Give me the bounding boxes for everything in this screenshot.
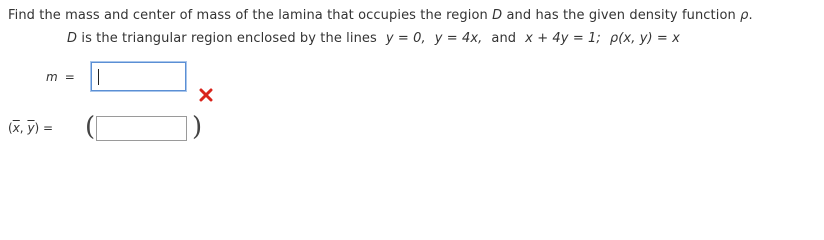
equation-2: y = 4x,	[434, 31, 483, 46]
prompt-period: .	[748, 8, 753, 23]
text-caret	[98, 69, 99, 85]
y-bar: $\overline{y}$	[27, 121, 35, 135]
question-prompt	[8, 8, 753, 23]
center-of-mass-label: ($\overline{x}$, $\overline{y}$) =	[8, 121, 54, 135]
x-bar: $\overline{x}$	[12, 121, 20, 135]
prompt-text-mid: and has the given density function	[506, 8, 736, 23]
and-word: and	[491, 31, 517, 46]
close-paren: )	[192, 112, 203, 142]
region-variable: D	[492, 8, 503, 23]
center-of-mass-input[interactable]	[96, 116, 187, 141]
density-variable: ρ	[740, 8, 749, 23]
region-variable-2: D	[67, 31, 78, 46]
mass-symbol: m	[46, 70, 58, 84]
density-function: ρ(x, y) = x	[609, 31, 680, 46]
equals-sign-2: =	[43, 121, 54, 135]
open-paren: (	[85, 112, 96, 142]
region-description	[67, 31, 680, 46]
prompt-text: Find the mass and center of mass of the lamina that occupies the region	[8, 8, 488, 23]
equation-1: y = 0,	[385, 31, 426, 46]
incorrect-x-icon	[199, 88, 213, 102]
mass-input[interactable]	[91, 62, 186, 91]
equation-3: x + 4y = 1;	[525, 31, 601, 46]
mass-label	[46, 70, 75, 84]
equals-sign: =	[64, 70, 75, 84]
region-text: is the triangular region enclosed by the lines	[81, 31, 377, 46]
